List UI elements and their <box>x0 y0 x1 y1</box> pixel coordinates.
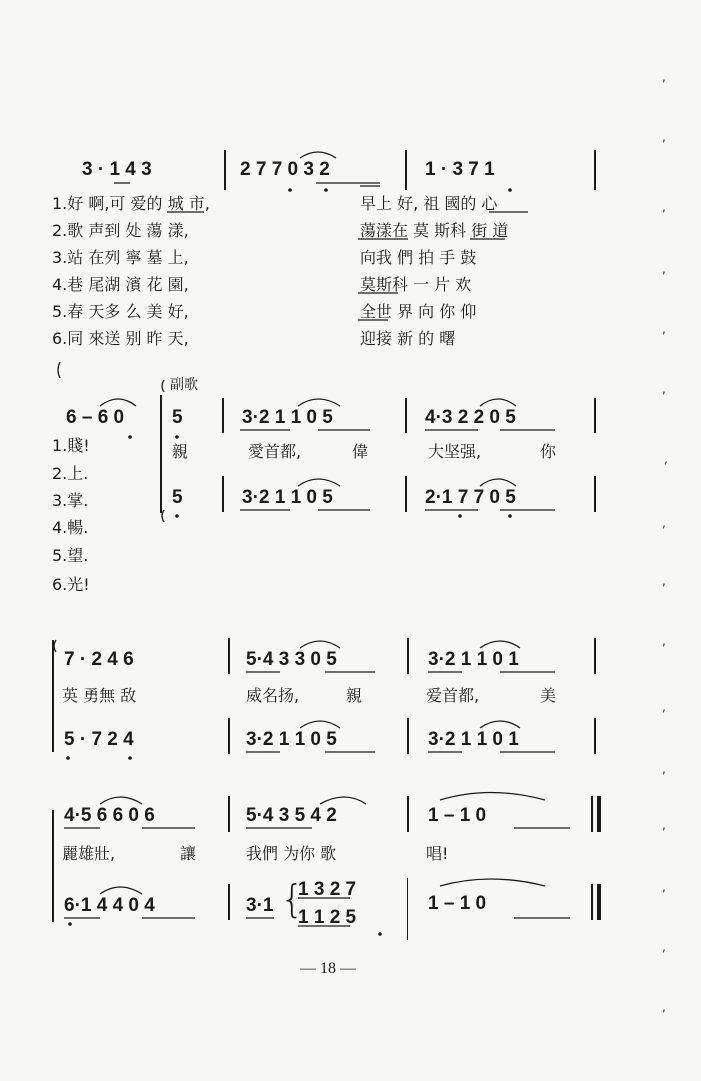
slur <box>480 721 520 728</box>
barline <box>228 718 230 754</box>
scan-mark: , <box>664 452 668 466</box>
slur <box>100 887 142 894</box>
scan-mark: , <box>662 322 666 336</box>
s4-lower-m2: 3·1 <box>246 895 274 916</box>
s2-lower-m1: 5 <box>172 487 183 508</box>
scan-mark: , <box>662 700 666 714</box>
s1-verse2-b: 蕩漾在 莫 斯科 街 道 <box>360 221 509 240</box>
barline <box>224 150 226 190</box>
s2-ending-4: 4.暢. <box>52 518 89 537</box>
scan-mark: , <box>662 70 666 84</box>
barline <box>407 718 409 754</box>
s2-lyric-5: 你 <box>540 442 557 461</box>
s3-lower-m3: 3·2 1 1 0 1 <box>428 729 519 750</box>
s2-ending-2: 2.上. <box>52 464 89 483</box>
scan-mark: , <box>662 382 666 396</box>
chorus-label: 副歌 <box>170 377 198 393</box>
barline <box>594 398 596 433</box>
scan-mark: , <box>662 940 666 954</box>
barline <box>594 476 596 512</box>
s1-verse3-b: 向我 們 拍 手 鼓 <box>360 248 477 267</box>
bracket <box>162 380 164 392</box>
system-bracket <box>52 810 54 922</box>
final-barline-thick <box>597 796 601 832</box>
s1-verse4-b: 莫斯科 一 片 欢 <box>360 275 472 294</box>
s2-upper-m1: 5 <box>172 407 183 428</box>
s1-notes-m3: 1 · 3 7 1 <box>425 159 495 180</box>
barline <box>594 718 596 754</box>
slur <box>440 793 545 801</box>
s1-notes-m1: 3 · 1 4 3 <box>82 159 152 180</box>
octave-dot <box>128 435 132 439</box>
barline <box>222 476 224 512</box>
s3-lyric-3: 親 <box>346 686 363 705</box>
chord-brace: { <box>280 877 305 921</box>
octave-dot <box>68 922 72 926</box>
s1-verse6-a: 6.同 來送 别 昨 天, <box>52 329 189 348</box>
s3-lower-m2: 3·2 1 1 0 5 <box>246 729 337 750</box>
slur <box>100 797 142 804</box>
barline <box>407 638 409 674</box>
scan-mark: , <box>662 574 666 588</box>
slur <box>300 152 336 158</box>
s2-ending-6: 6.光! <box>52 575 90 594</box>
barline <box>405 150 407 190</box>
octave-dot <box>458 514 462 518</box>
s4-lyric-2: 讓 <box>180 844 197 863</box>
s3-lyric-4: 爱首都, <box>426 686 480 705</box>
barline <box>405 398 407 433</box>
s4-lyric-3: 我們 为你 歌 <box>246 844 337 863</box>
s4-upper-m3: 1 – 1 0 <box>428 805 487 826</box>
system-bracket <box>52 640 54 752</box>
s2-ending-1: 1.賤! <box>52 436 90 455</box>
s2-ending-5: 5.望. <box>52 546 89 565</box>
barline <box>407 796 409 832</box>
s4-lower-m3: 1 – 1 0 <box>428 893 487 914</box>
s2-lyric-2: 愛首都, <box>248 442 302 461</box>
s4-lower-chord-bottom: 1 1 2 5 <box>298 907 357 928</box>
s4-lower-chord-top: 1 3 2 7 <box>298 879 357 900</box>
slur <box>298 479 340 486</box>
slur <box>440 879 545 886</box>
s1-verse4-a: 4.巷 尾湖 濱 花 園, <box>52 275 189 294</box>
slur <box>480 641 520 648</box>
bracket <box>58 362 60 378</box>
s1-verse1-a: 1.好 啊,可 爱的 城 市, <box>52 194 210 213</box>
slur <box>480 479 516 486</box>
bracket <box>54 640 56 652</box>
scan-mark: , <box>662 262 666 276</box>
slur <box>480 399 516 406</box>
s3-upper-m1: 7 · 2 4 6 <box>64 649 134 670</box>
s2-lower-m3: 2·1 7 7 0 5 <box>425 487 516 508</box>
octave-dot <box>288 188 292 192</box>
s3-lyric-2: 威名扬, <box>246 686 300 705</box>
s4-upper-m2: 5·4 3 5 4 2 <box>246 805 337 826</box>
barline <box>407 878 408 940</box>
octave-dot <box>66 756 70 760</box>
barline <box>228 638 230 674</box>
scan-mark: , <box>662 818 666 832</box>
slur <box>298 399 340 406</box>
barline <box>594 638 596 674</box>
scan-mark: , <box>662 200 666 214</box>
bracket <box>162 510 164 522</box>
s2-ending-3: 3.掌. <box>52 491 89 510</box>
s2-lyric-1: 親 <box>172 442 189 461</box>
s2-upper-m2: 3·2 1 1 0 5 <box>242 407 333 428</box>
s1-verse3-a: 3.站 在列 寧 墓 上, <box>52 248 189 267</box>
octave-dot <box>378 932 382 936</box>
slur <box>300 641 340 648</box>
s4-lyric-4: 唱! <box>426 844 449 863</box>
scan-mark: , <box>662 634 666 648</box>
s1-verse2-a: 2.歌 声到 处 蕩 漾, <box>52 221 189 240</box>
scan-mark: , <box>662 880 666 894</box>
slur <box>300 721 340 728</box>
octave-dot <box>175 514 179 518</box>
scan-mark: , <box>662 762 666 776</box>
s3-upper-m3: 3·2 1 1 0 1 <box>428 649 519 670</box>
s3-lyric-5: 美 <box>540 686 557 705</box>
s2-pickup: 6 – 6 0 <box>66 407 125 428</box>
scan-mark: , <box>662 516 666 530</box>
final-barline-thick <box>597 884 601 920</box>
barline <box>405 476 407 512</box>
s1-notes-m2: 2 7 7 0 3 2 <box>240 159 330 180</box>
s4-lyric-1: 麗雄壯, <box>62 844 116 863</box>
s2-upper-m3: 4·3 2 2 0 5 <box>425 407 516 428</box>
s3-lyric-1: 英 勇無 敌 <box>62 686 137 705</box>
octave-dot <box>324 188 328 192</box>
s2-lower-m2: 3·2 1 1 0 5 <box>242 487 333 508</box>
octave-dot <box>128 756 132 760</box>
s1-verse5-a: 5.春 天多 么 美 好, <box>52 302 189 321</box>
scan-mark: , <box>662 1000 666 1014</box>
final-barline-thin <box>591 884 593 920</box>
s4-upper-m1: 4·5 6 6 0 6 <box>64 805 155 826</box>
s2-lyric-4: 大坚强, <box>428 442 482 461</box>
s1-verse6-b: 迎接 新 的 曙 <box>360 329 456 348</box>
s1-verse1-b: 早上 好, 祖 國的 心 <box>360 194 498 213</box>
s3-upper-m2: 5·4 3 3 0 5 <box>246 649 337 670</box>
slur <box>100 399 136 406</box>
octave-dot <box>508 188 512 192</box>
page-number: — 18 — <box>300 960 356 977</box>
s3-lower-m1: 5 · 7 2 4 <box>64 729 134 750</box>
octave-dot <box>175 435 179 439</box>
s4-lower-m1: 6·1 4 4 0 4 <box>64 895 155 916</box>
s2-lyric-3: 偉 <box>352 442 369 461</box>
scan-mark: , <box>662 130 666 144</box>
octave-dot <box>508 514 512 518</box>
barline <box>228 796 230 832</box>
slur <box>320 797 366 804</box>
final-barline-thin <box>591 796 593 832</box>
barline <box>228 884 230 920</box>
barline <box>222 398 224 433</box>
barline <box>594 150 596 190</box>
s1-verse5-b: 全世 界 向 你 仰 <box>360 302 477 321</box>
system-bracket <box>160 395 162 513</box>
